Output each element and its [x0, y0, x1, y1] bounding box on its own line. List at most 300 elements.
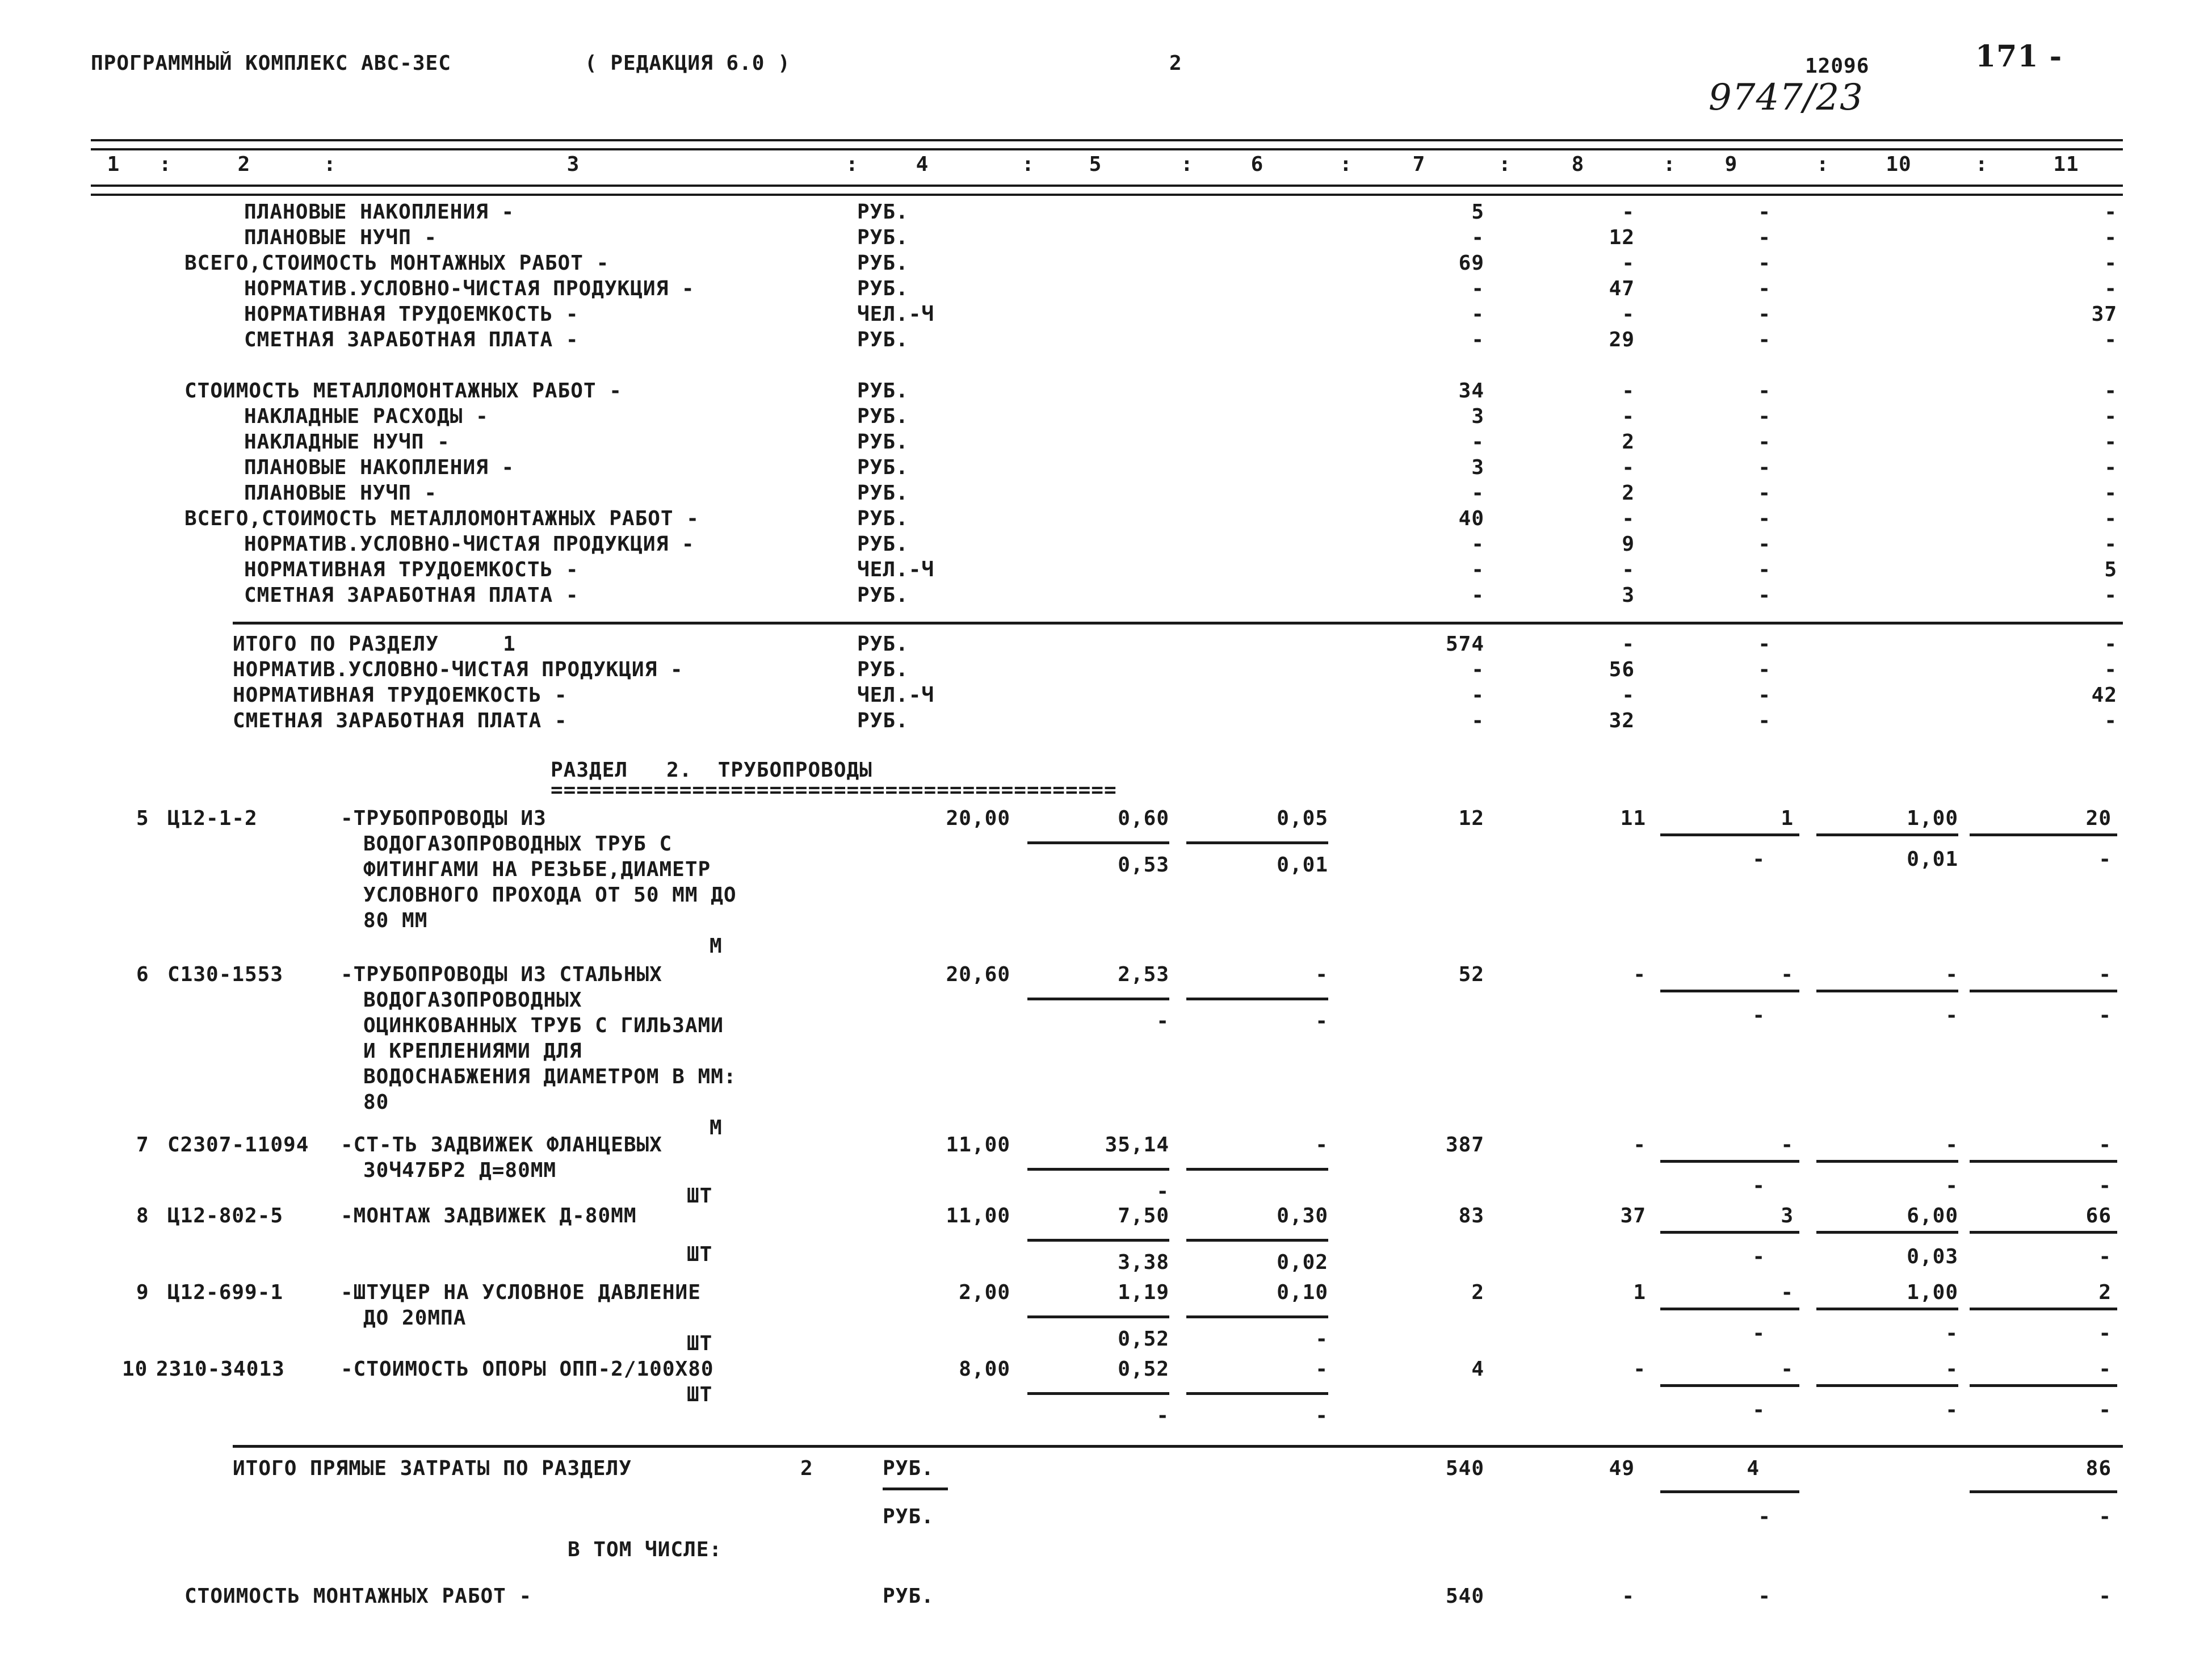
summary-col7: 3: [1471, 456, 1484, 479]
item-unit: М: [710, 1116, 723, 1139]
item-col11: -: [2098, 1133, 2112, 1157]
section2-total-label: ИТОГО ПРЯМЫЕ ЗАТРАТЫ ПО РАЗДЕЛУ: [233, 1457, 632, 1480]
item-col6-lower: 0,02: [1277, 1251, 1328, 1274]
item-col11-lower: -: [2098, 1004, 2112, 1027]
column-header-2: 2: [237, 153, 251, 176]
item-quantity: 20,00: [946, 807, 1010, 830]
item-number: 8: [136, 1204, 149, 1227]
item-col10: -: [1945, 1357, 1958, 1381]
summary-label: ПЛАНОВЫЕ НУЧП -: [244, 226, 438, 249]
item-split-rule: [1027, 1168, 1169, 1171]
section2-total-col7: 540: [1445, 1457, 1484, 1480]
summary-col7: -: [1471, 658, 1484, 681]
summary-unit: ЧЕЛ.-Ч: [857, 558, 935, 581]
item-col6-lower: -: [1315, 1404, 1328, 1427]
summary-label: НОРМАТИВ.УСЛОВНО-ЧИСТАЯ ПРОДУКЦИЯ -: [244, 277, 695, 300]
item-split-rule: [1186, 1315, 1328, 1318]
summary-unit: РУБ.: [857, 584, 909, 607]
summary-col9: -: [1758, 684, 1771, 707]
summary-col9: -: [1758, 303, 1771, 326]
item-split-rule: [1186, 998, 1328, 1000]
summary-unit: РУБ.: [857, 328, 909, 351]
item-split-rule: [1027, 998, 1169, 1000]
summary-unit: РУБ.: [857, 226, 909, 249]
summary-label: НОРМАТИВНАЯ ТРУДОЕМКОСТЬ -: [244, 558, 579, 581]
item-col9-lower: -: [1752, 1004, 1765, 1027]
item-description-line: -СТ-ТЬ ЗАДВИЖЕК ФЛАНЦЕВЫХ: [341, 1133, 662, 1157]
item-col5: 35,14: [1105, 1133, 1169, 1157]
item-split-rule: [1027, 1392, 1169, 1395]
item-description-line: -ТРУБОПРОВОДЫ ИЗ СТАЛЬНЫХ: [341, 963, 662, 986]
item-col5-lower: -: [1156, 1180, 1169, 1203]
item-col11: -: [2098, 1357, 2112, 1381]
section2-total-col11: 86: [2085, 1457, 2112, 1480]
item-code: С2307-11094: [167, 1133, 309, 1157]
item-col10: -: [1945, 1133, 1958, 1157]
summary-col9: -: [1758, 558, 1771, 581]
item-col9-lower: -: [1752, 1322, 1765, 1345]
summary-unit: РУБ.: [857, 200, 909, 224]
item-col10-lower: -: [1945, 1004, 1958, 1027]
summary-col7: -: [1471, 277, 1484, 300]
summary-col11: -: [2104, 405, 2117, 428]
column-separator: :: [846, 153, 859, 176]
summary-col8: -: [1622, 405, 1635, 428]
summary-col9: -: [1758, 658, 1771, 681]
item-split-rule: [1816, 1308, 1958, 1310]
item-col6: 0,10: [1277, 1281, 1328, 1304]
summary-col7: 34: [1458, 379, 1484, 403]
item-split-rule: [1660, 1160, 1799, 1163]
item-unit: ШТ: [687, 1383, 713, 1406]
item-col10-lower: -: [1945, 1174, 1958, 1197]
document-code: 12096: [1805, 55, 1870, 78]
summary-unit: РУБ.: [857, 507, 909, 530]
item-col7: 4: [1471, 1357, 1484, 1381]
summary-label: НОРМАТИВ.УСЛОВНО-ЧИСТАЯ ПРОДУКЦИЯ -: [244, 533, 695, 556]
summary-col7: 574: [1445, 632, 1484, 656]
item-col5-lower: 0,52: [1118, 1327, 1169, 1351]
item-col5-lower: 0,53: [1118, 853, 1169, 877]
montage-cost-col11: -: [2098, 1585, 2112, 1608]
item-col7: 52: [1458, 963, 1484, 986]
item-col11-lower: -: [2098, 1245, 2112, 1268]
item-split-rule: [1660, 833, 1799, 836]
item-unit: ШТ: [687, 1184, 713, 1208]
item-split-rule: [1660, 1231, 1799, 1234]
item-description-line: ФИТИНГАМИ НА РЕЗЬБЕ,ДИАМЕТР: [363, 858, 711, 881]
summary-col9: -: [1758, 200, 1771, 224]
item-col5: 2,53: [1118, 963, 1169, 986]
summary-col9: -: [1758, 507, 1771, 530]
summary-col7: 40: [1458, 507, 1484, 530]
column-header-8: 8: [1571, 153, 1585, 176]
item-split-rule: [1186, 1168, 1328, 1171]
item-number: 10: [122, 1357, 148, 1381]
item-split-rule: [1027, 1315, 1169, 1318]
item-description-line: И КРЕПЛЕНИЯМИ ДЛЯ: [363, 1040, 582, 1063]
summary-col8: 9: [1622, 533, 1635, 556]
column-header-1: 1: [107, 153, 120, 176]
summary-col11: -: [2104, 456, 2117, 479]
summary-col11: -: [2104, 328, 2117, 351]
column-separator: :: [1975, 153, 1988, 176]
item-col9: -: [1781, 1281, 1794, 1304]
item-col10-lower: 0,03: [1907, 1245, 1958, 1268]
summary-col11: -: [2104, 481, 2117, 505]
summary-col8: 29: [1609, 328, 1635, 351]
summary-col11: -: [2104, 507, 2117, 530]
item-col9: 1: [1781, 807, 1794, 830]
item-col6: -: [1315, 1357, 1328, 1381]
item-col5: 7,50: [1118, 1204, 1169, 1227]
item-col7: 12: [1458, 807, 1484, 830]
section2-total-number: 2: [800, 1457, 813, 1480]
summary-col11: -: [2104, 430, 2117, 454]
item-col10: 1,00: [1907, 807, 1958, 830]
item-split-rule: [1816, 1384, 1958, 1387]
summary-col11: -: [2104, 632, 2117, 656]
column-header-4: 4: [916, 153, 929, 176]
item-number: 7: [136, 1133, 149, 1157]
section2-total-col9: 4: [1747, 1457, 1760, 1480]
item-code: 2310-34013: [156, 1357, 285, 1381]
item-unit: М: [710, 935, 723, 958]
summary-col8: 32: [1609, 709, 1635, 732]
summary-col11: -: [2104, 277, 2117, 300]
summary-col11: -: [2104, 584, 2117, 607]
item-col9: -: [1781, 963, 1794, 986]
item-description-line: УСЛОВНОГО ПРОХОДА ОТ 50 ММ ДО: [363, 883, 737, 907]
item-col8: -: [1633, 963, 1646, 986]
item-col7: 83: [1458, 1204, 1484, 1227]
item-description-line: ВОДОСНАБЖЕНИЯ ДИАМЕТРОМ В ММ:: [363, 1065, 737, 1088]
summary-label: ПЛАНОВЫЕ НАКОПЛЕНИЯ -: [244, 456, 515, 479]
item-split-rule: [1816, 833, 1958, 836]
item-split-rule: [1970, 1384, 2117, 1387]
item-col10-lower: -: [1945, 1398, 1958, 1422]
column-separator: :: [1663, 153, 1676, 176]
summary-label: НОРМАТИВНАЯ ТРУДОЕМКОСТЬ -: [233, 684, 568, 707]
summary-label: ПЛАНОВЫЕ НУЧП -: [244, 481, 438, 505]
item-split-rule: [1816, 990, 1958, 992]
item-quantity: 11,00: [946, 1204, 1010, 1227]
item-col8: 1: [1633, 1281, 1646, 1304]
summary-unit: РУБ.: [857, 481, 909, 505]
section1-total-rule: [233, 622, 2123, 625]
montage-cost-unit: РУБ.: [883, 1585, 934, 1608]
summary-col8: -: [1622, 507, 1635, 530]
item-col11-lower: -: [2098, 1322, 2112, 1345]
item-col11-lower: -: [2098, 1174, 2112, 1197]
item-col7: 387: [1445, 1133, 1484, 1157]
item-col6-lower: -: [1315, 1327, 1328, 1351]
summary-col8: -: [1622, 684, 1635, 707]
item-split-rule: [1186, 841, 1328, 844]
summary-label: НАКЛАДНЫЕ НУЧП -: [244, 430, 450, 454]
item-col6: 0,05: [1277, 807, 1328, 830]
summary-col8: 56: [1609, 658, 1635, 681]
summary-col8: 2: [1622, 430, 1635, 454]
total-split-rule: [1660, 1490, 1799, 1493]
column-separator: :: [1499, 153, 1512, 176]
summary-col8: -: [1622, 632, 1635, 656]
section2-total-col8: 49: [1609, 1457, 1635, 1480]
item-split-rule: [1970, 1231, 2117, 1234]
item-col10: 1,00: [1907, 1281, 1958, 1304]
item-split-rule: [1970, 833, 2117, 836]
item-description-line: 30Ч47БР2 Д=80ММ: [363, 1159, 557, 1182]
item-number: 9: [136, 1281, 149, 1304]
column-header-6: 6: [1250, 153, 1264, 176]
section2-total-col11-lower: -: [2098, 1505, 2112, 1528]
item-split-rule: [1970, 1308, 2117, 1310]
montage-cost-col9: -: [1758, 1585, 1771, 1608]
item-col9-lower: -: [1752, 1245, 1765, 1268]
montage-cost-label: СТОИМОСТЬ МОНТАЖНЫХ РАБОТ -: [184, 1585, 532, 1608]
column-separator: :: [1181, 153, 1194, 176]
item-col5: 0,60: [1118, 807, 1169, 830]
item-description-line: -ТРУБОПРОВОДЫ ИЗ: [341, 807, 547, 830]
item-col6: -: [1315, 1133, 1328, 1157]
summary-col8: 2: [1622, 481, 1635, 505]
summary-unit: РУБ.: [857, 456, 909, 479]
item-code: Ц12-1-2: [167, 807, 258, 830]
summary-unit: ЧЕЛ.-Ч: [857, 303, 935, 326]
item-description-line: -ШТУЦЕР НА УСЛОВНОЕ ДАВЛЕНИЕ: [341, 1281, 701, 1304]
summary-col7: -: [1471, 684, 1484, 707]
item-col9: -: [1781, 1357, 1794, 1381]
item-col8: -: [1633, 1357, 1646, 1381]
column-separator: :: [324, 153, 337, 176]
summary-col7: -: [1471, 558, 1484, 581]
summary-col7: 3: [1471, 405, 1484, 428]
summary-col9: -: [1758, 632, 1771, 656]
summary-label: СМЕТНАЯ ЗАРАБОТНАЯ ПЛАТА -: [233, 709, 568, 732]
column-header-9: 9: [1724, 153, 1738, 176]
column-separator: :: [159, 153, 172, 176]
item-code: С130-1553: [167, 963, 284, 986]
item-col11: 2: [2098, 1281, 2112, 1304]
summary-label: ИТОГО ПО РАЗДЕЛУ 1: [233, 632, 516, 656]
summary-col11: 37: [2091, 303, 2117, 326]
summary-col11: 42: [2091, 684, 2117, 707]
item-split-rule: [1186, 1392, 1328, 1395]
item-col5-lower: -: [1156, 1404, 1169, 1427]
column-header-7: 7: [1412, 153, 1426, 176]
summary-col7: -: [1471, 533, 1484, 556]
item-col7: 2: [1471, 1281, 1484, 1304]
item-description-line: ДО 20МПА: [363, 1306, 467, 1330]
summary-col9: -: [1758, 533, 1771, 556]
summary-col7: 5: [1471, 200, 1484, 224]
summary-label: ПЛАНОВЫЕ НАКОПЛЕНИЯ -: [244, 200, 515, 224]
item-split-rule: [1027, 841, 1169, 844]
summary-col11: -: [2104, 200, 2117, 224]
unit-underline: [883, 1488, 948, 1490]
item-col11: 66: [2085, 1204, 2112, 1227]
summary-col7: -: [1471, 430, 1484, 454]
item-col6-lower: 0,01: [1277, 853, 1328, 877]
summary-label: ВСЕГО,СТОИМОСТЬ МЕТАЛЛОМОНТАЖНЫХ РАБОТ -: [184, 507, 699, 530]
item-col10: -: [1945, 963, 1958, 986]
summary-label: СМЕТНАЯ ЗАРАБОТНАЯ ПЛАТА -: [244, 584, 579, 607]
summary-col8: -: [1622, 252, 1635, 275]
montage-cost-col8: -: [1622, 1585, 1635, 1608]
item-col9-lower: -: [1752, 848, 1765, 871]
summary-col8: 3: [1622, 584, 1635, 607]
item-code: Ц12-802-5: [167, 1204, 284, 1227]
item-description-line: ВОДОГАЗОПРОВОДНЫХ ТРУБ С: [363, 832, 673, 856]
summary-col9: -: [1758, 405, 1771, 428]
summary-col7: -: [1471, 584, 1484, 607]
summary-unit: РУБ.: [857, 379, 909, 403]
item-description-line: ОЦИНКОВАННЫХ ТРУБ С ГИЛЬЗАМИ: [363, 1014, 724, 1037]
item-col10-lower: 0,01: [1907, 848, 1958, 871]
summary-col7: 69: [1458, 252, 1484, 275]
item-quantity: 8,00: [959, 1357, 1010, 1381]
item-col6-lower: -: [1315, 1009, 1328, 1033]
item-split-rule: [1186, 1239, 1328, 1242]
summary-label: НАКЛАДНЫЕ РАСХОДЫ -: [244, 405, 489, 428]
summary-unit: РУБ.: [857, 533, 909, 556]
summary-col11: -: [2104, 252, 2117, 275]
summary-col8: -: [1622, 456, 1635, 479]
summary-col8: -: [1622, 558, 1635, 581]
column-separator: :: [1340, 153, 1353, 176]
item-col10: 6,00: [1907, 1204, 1958, 1227]
section2-total-unit: РУБ.: [883, 1457, 934, 1480]
item-col11-lower: -: [2098, 848, 2112, 871]
summary-col7: -: [1471, 481, 1484, 505]
summary-col11: -: [2104, 379, 2117, 403]
summary-col9: -: [1758, 430, 1771, 454]
section-title-underline: ============================================: [551, 778, 1117, 802]
summary-unit: ЧЕЛ.-Ч: [857, 684, 935, 707]
summary-unit: РУБ.: [857, 405, 909, 428]
total-split-rule: [1970, 1490, 2117, 1493]
item-col5-lower: -: [1156, 1009, 1169, 1033]
item-col9-lower: -: [1752, 1398, 1765, 1422]
summary-col8: -: [1622, 303, 1635, 326]
edition: ( РЕДАКЦИЯ 6.0 ): [585, 52, 791, 75]
handwritten-reference: 9747/23: [1709, 77, 1863, 119]
summary-col11: -: [2104, 226, 2117, 249]
summary-col8: 12: [1609, 226, 1635, 249]
summary-unit: РУБ.: [857, 658, 909, 681]
item-number: 5: [136, 807, 149, 830]
item-split-rule: [1816, 1160, 1958, 1163]
summary-unit: РУБ.: [857, 709, 909, 732]
summary-col9: -: [1758, 328, 1771, 351]
item-quantity: 11,00: [946, 1133, 1010, 1157]
summary-col7: -: [1471, 303, 1484, 326]
summary-unit: РУБ.: [857, 430, 909, 454]
montage-cost-col7: 540: [1445, 1585, 1484, 1608]
item-col11-lower: -: [2098, 1398, 2112, 1422]
summary-unit: РУБ.: [857, 252, 909, 275]
program-name: ПРОГРАММНЫЙ КОМПЛЕКС АВС-ЗЕС: [91, 52, 451, 75]
item-split-rule: [1660, 1384, 1799, 1387]
item-col6: 0,30: [1277, 1204, 1328, 1227]
column-header-5: 5: [1089, 153, 1102, 176]
summary-col7: -: [1471, 709, 1484, 732]
column-separator: :: [1816, 153, 1829, 176]
item-col5: 1,19: [1118, 1281, 1169, 1304]
including-label: В ТОМ ЧИСЛЕ:: [568, 1538, 723, 1561]
summary-col9: -: [1758, 481, 1771, 505]
summary-col9: -: [1758, 379, 1771, 403]
item-unit: ШТ: [687, 1243, 713, 1266]
item-number: 6: [136, 963, 149, 986]
summary-col7: -: [1471, 328, 1484, 351]
summary-col11: -: [2104, 709, 2117, 732]
item-split-rule: [1660, 990, 1799, 992]
item-split-rule: [1970, 990, 2117, 992]
summary-col9: -: [1758, 226, 1771, 249]
summary-label: СМЕТНАЯ ЗАРАБОТНАЯ ПЛАТА -: [244, 328, 579, 351]
item-col8: 11: [1620, 807, 1646, 830]
column-separator: :: [1022, 153, 1035, 176]
item-quantity: 2,00: [959, 1281, 1010, 1304]
summary-col9: -: [1758, 277, 1771, 300]
summary-label: НОРМАТИВНАЯ ТРУДОЕМКОСТЬ -: [244, 303, 579, 326]
item-col6: -: [1315, 963, 1328, 986]
item-col8: -: [1633, 1133, 1646, 1157]
summary-label: НОРМАТИВ.УСЛОВНО-ЧИСТАЯ ПРОДУКЦИЯ -: [233, 658, 683, 681]
page-number: 171 -: [1975, 39, 2063, 74]
item-col8: 37: [1620, 1204, 1646, 1227]
item-split-rule: [1660, 1308, 1799, 1310]
section2-total-rule: [233, 1445, 2123, 1448]
item-description-line: -СТОИМОСТЬ ОПОРЫ ОПП-2/100Х80: [341, 1357, 714, 1381]
item-col9-lower: -: [1752, 1174, 1765, 1197]
summary-col8: -: [1622, 200, 1635, 224]
header-top-rule: [91, 139, 2123, 150]
summary-label: ВСЕГО,СТОИМОСТЬ МОНТАЖНЫХ РАБОТ -: [184, 252, 610, 275]
item-description-line: 80: [363, 1091, 389, 1114]
item-col10-lower: -: [1945, 1322, 1958, 1345]
item-unit: ШТ: [687, 1332, 713, 1355]
item-col5-lower: 3,38: [1118, 1251, 1169, 1274]
item-description-line: 80 ММ: [363, 909, 428, 932]
item-col9: -: [1781, 1133, 1794, 1157]
column-header-10: 10: [1886, 153, 1912, 176]
item-col11: 20: [2085, 807, 2112, 830]
summary-unit: РУБ.: [857, 632, 909, 656]
sheet-number: 2: [1169, 52, 1182, 75]
item-split-rule: [1816, 1231, 1958, 1234]
column-header-3: 3: [566, 153, 580, 176]
item-col11: -: [2098, 963, 2112, 986]
section-title: РАЗДЕЛ 2. ТРУБОПРОВОДЫ: [551, 759, 872, 782]
header-bottom-rule: [91, 185, 2123, 196]
section2-total-col9-lower: -: [1758, 1505, 1771, 1528]
column-header-11: 11: [2053, 153, 2079, 176]
summary-col8: -: [1622, 379, 1635, 403]
summary-col11: -: [2104, 533, 2117, 556]
summary-col9: -: [1758, 584, 1771, 607]
item-col5: 0,52: [1118, 1357, 1169, 1381]
summary-col7: -: [1471, 226, 1484, 249]
summary-col9: -: [1758, 456, 1771, 479]
summary-col11: 5: [2104, 558, 2117, 581]
item-split-rule: [1970, 1160, 2117, 1163]
item-description-line: -МОНТАЖ ЗАДВИЖЕК Д-80ММ: [341, 1204, 637, 1227]
summary-label: СТОИМОСТЬ МЕТАЛЛОМОНТАЖНЫХ РАБОТ -: [184, 379, 622, 403]
summary-col8: 47: [1609, 277, 1635, 300]
summary-col11: -: [2104, 658, 2117, 681]
